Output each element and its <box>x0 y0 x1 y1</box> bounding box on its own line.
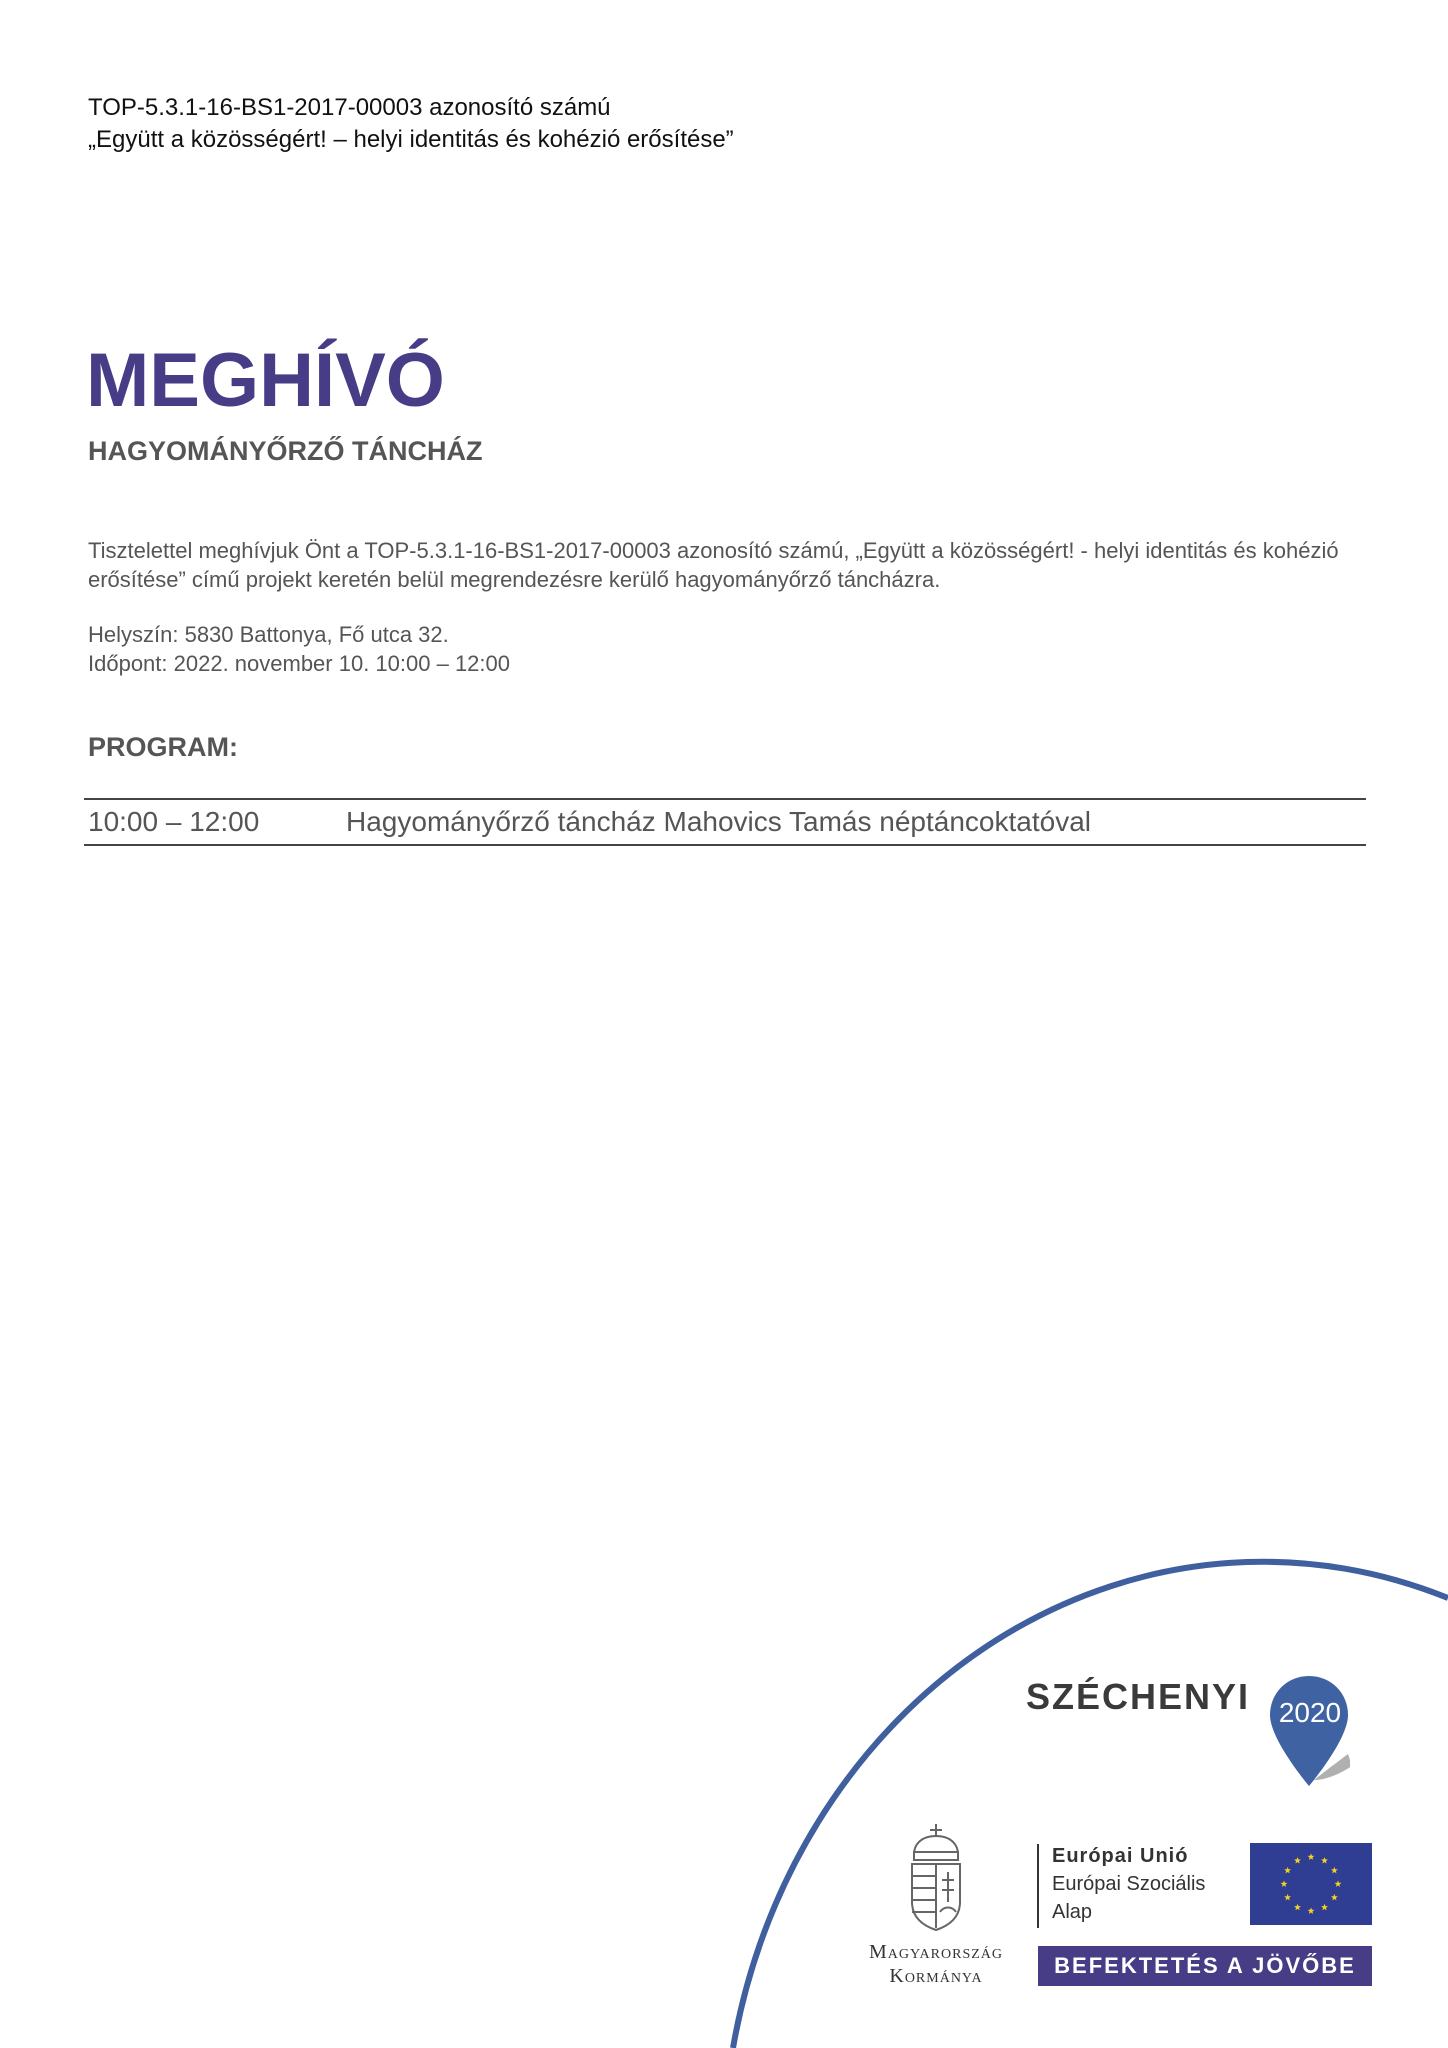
szechenyi-year: 2020 <box>1278 1697 1342 1728</box>
invitation-text: Tisztelettel meghívjuk Önt a TOP-5.3.1-16-BS1-2017-00003 azonosító számú, „Együtt a közösségért! - helyi identitás és kohézió erősítése” című projekt keretén belül megrendezésre kerülő hagyományőrző táncházra. <box>88 538 1339 592</box>
eu-flag-icon <box>1250 1843 1372 1925</box>
eu-fund-label-line2: Alap <box>1052 1901 1093 1923</box>
location-pin-icon <box>1268 1674 1350 1790</box>
header-project-id: TOP-5.3.1-16-BS1-2017-00003 azonosító számú <box>88 94 611 121</box>
page-title: MEGHÍVÓ <box>86 338 445 423</box>
investment-banner: BEFEKTETÉS A JÖVŐBE <box>1038 1946 1372 1986</box>
eu-divider <box>1037 1844 1039 1928</box>
event-time: Időpont: 2022. november 10. 10:00 – 12:00 <box>88 651 510 676</box>
program-description: Hagyományőrző táncház Mahovics Tamás néptáncoktatóval <box>346 806 1091 837</box>
page-subtitle: HAGYOMÁNYŐRZŐ TÁNCHÁZ <box>88 436 483 466</box>
program-time: 10:00 – 12:00 <box>88 806 260 837</box>
coat-of-arms-icon <box>906 1822 966 1932</box>
eu-fund-text <box>1052 1842 1205 1926</box>
header-project-title: „Együtt a közösségért! – helyi identitás és kohézió erősítése” <box>88 126 734 153</box>
government-name <box>848 1940 1024 1988</box>
event-location: Helyszín: 5830 Battonya, Fő utca 32. <box>88 622 449 647</box>
government-name-line2: Kormánya <box>889 1965 983 1987</box>
szechenyi-logo-text: SZÉCHENYI <box>1026 1676 1251 1717</box>
government-name-line1: Magyarország <box>868 1941 1004 1963</box>
eu-fund-label-line1: Európai Szociális <box>1052 1873 1206 1895</box>
program-heading: PROGRAM: <box>88 732 238 762</box>
eu-union-label: Európai Unió <box>1052 1845 1189 1867</box>
